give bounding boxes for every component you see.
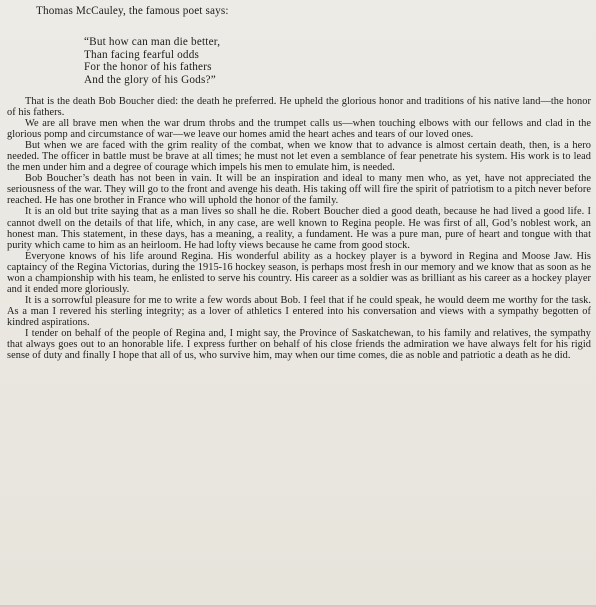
poem-line: “But how can man die better, — [84, 36, 221, 48]
article-paragraph: We are all brave men when the war drum throbs and the trumpet calls us—when touching elbows with our fellows and clad in the glorious pomp and circumstance of war—we leave our homes amid the heart aches and tears of our loved ones. — [7, 118, 591, 141]
article-paragraph: I tender on behalf of the people of Regina and, I might say, the Province of Saskatchewan, to his family and relatives, the sympathy that always goes out to an honorable life. I express further on behalf of his close friends the admiration we have always felt for his rigid sense of duty and finally I hope that all of us, who survive him, may when our time comes, die as noble and patriotic a death as he did. — [7, 327, 591, 362]
poem-quote — [84, 36, 220, 86]
intro-line: Thomas McCauley, the famous poet says: — [36, 5, 229, 17]
article-paragraph: That is the death Bob Boucher died: the death he preferred. He upheld the glorious honor and traditions of his native land—the honor of his fathers. — [7, 96, 591, 119]
article-body — [7, 96, 591, 361]
poem-line: Than facing fearful odds — [84, 48, 200, 61]
poem-line: For the honor of his fathers — [84, 61, 212, 74]
article-paragraph: But when we are faced with the grim reality of the combat, when we know that to advance is almost certain death, then, is a hero needed. The officer in battle must be brave at all times; he must not let even a semblance of fear penetrate his system. His work is to lead the men under him and a degree of courage which impels his men to emulate him, is needed. — [7, 140, 591, 174]
poem-line: And the glory of his Gods?” — [84, 73, 216, 86]
article-paragraph: It is a sorrowful pleasure for me to write a few words about Bob. I feel that if he could speak, he would deem me worthy for the task. As a man I revered his sterling integrity; as a lover of athletics I entered into his conversation and views with a sympathy begotten of kindred aspirations. — [7, 294, 591, 328]
article-paragraph: Bob Boucher’s death has not been in vain. It will be an inspiration and ideal to many men who, as yet, have not appreciated the seriousness of the war. They will go to the front and avenge his death. His taking off will fire the spirit of patriotism to a pitch never before reached. He has one brother in France who will uphold the honor of the family. — [7, 173, 591, 207]
article-paragraph: It is an old but trite saying that as a man lives so shall he die. Robert Boucher died a good death, because he had lived a good life. I cannot dwell on the details of that life, which, in any case, are well known to Regina people. He was first of all, God’s noblest work, an honest man. This statement, in these days, has a meaning, a reality, a fundament. He was a pure man, pure of heart and tongue with that purity which came to him as an heirloom. He had lofty views because he came from good stock. — [7, 206, 591, 251]
article-paragraph: Everyone knows of his life around Regina. His wonderful ability as a hockey player is a byword in Regina and Moose Jaw. His captaincy of the Regina Victorias, during the 1915-16 hockey season, is perhaps most fresh in our memory and we know that as soon as he won a championship with his team, he enlisted to serve his country. His career as a soldier was as brilliant as his career as a hockey player and it ended more gloriously. — [7, 250, 591, 295]
